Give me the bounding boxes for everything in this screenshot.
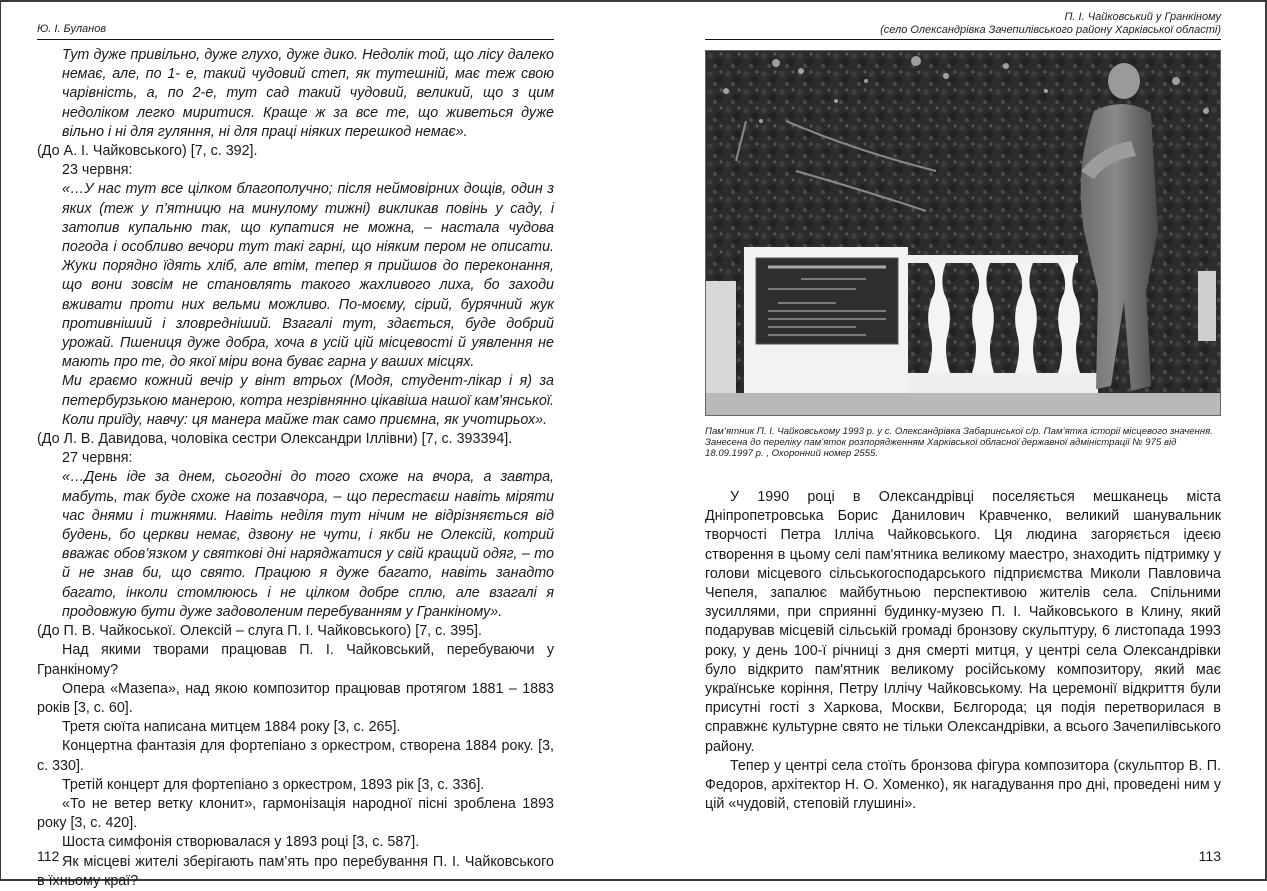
body-paragraph: У 1990 році в Олександрівці поселяється мешканець міста Дніпропетровська Борис Данилович Кравченко, великий шанувальник творчості Петра Ілліча Чайковського. Ця людина загоряється ідеєю створення в цьому селі пам'ятника великому маестро, знаходить підтримку у голови місцевого сільськогосподарського підприємства Миколи Павловича Чепеля, запалює майбутньою перспективою жителів села. Спільними зусиллями, при сприянні будинку-музею П. І. Чайковського в Клину, який подарував місцевій сільській громаді бронзову скульптуру, 6 листопада 1993 року, у день 100-ї річниці з дня смерті митця, у центрі села Олександрівки було відкрито пам'ятник великому російському композитору, який має українське коріння, Петру Іллічу Чайковському. На церемонії відкриття були присутні гості з Харкова, Москви, Бєлгорода; ця подія перетворилася в справжнє культурне свято не тільки Олександрівки, а всього Зачепилівського району. bbox=[705, 489, 1221, 755]
body-paragraph: «То не ветер ветку клонит», гармонізація народної пісні зроблена 1893 року [3, с. 420]. bbox=[37, 795, 554, 832]
balustrade-rail bbox=[908, 255, 1078, 263]
birch-trunk-left bbox=[706, 281, 736, 396]
ground bbox=[706, 393, 1220, 415]
birch-trunk-right bbox=[1198, 271, 1216, 341]
memorial-plaque bbox=[756, 258, 898, 344]
running-head-title: П. І. Чайковський у Гранкіному bbox=[1064, 11, 1221, 23]
right-page-body bbox=[705, 488, 1221, 814]
date-label: 23 червня: bbox=[62, 162, 133, 179]
monument-photo-illustration bbox=[706, 51, 1220, 415]
quote-paragraph: «…У нас тут все цілком благополучно; після неймовірних дощів, один з яких (теж у п’ятницю на минулому тижні) викликав повінь у саду, і затопив купальню так, що купатися не можна, – настала чудова погода і особливо вечори тут такі гарні, що ніяким пером не описати. Жуки порядно їдять хліб, але втім, тепер я прийшов до переконання, що вони зовсім не становлять такого жахливого лиха, бо заходи вживати проти них вельми можливо. По-моєму, сірий, бурячний жук противніший і зловредніший. Взагалі тут, здається, буде добрий урожай. Пшениця дуже добра, хоча в усій цій місцевості й уявлення не мають про те, до якої міри вона буває гарна у ваших місцях. bbox=[62, 181, 554, 371]
body-paragraph: Тепер у центрі села стоїть бронзова фігура композитора (скульптор В. П. Федоров, архітектор Н. О. Хоменко), як нагадування про дні, проведені ним у цій «чудовій, степовій глушині». bbox=[705, 757, 1221, 813]
balustrade-base bbox=[908, 373, 1098, 393]
body-paragraph: Опера «Мазепа», над якою композитор працював протягом 1881 – 1883 років [3, с. 60]. bbox=[37, 680, 554, 716]
quote-paragraph: Ми граємо кожний вечір у вінт втрьох (Модя, студент-лікар і я) за петербурзькою манерою, котра незрівнянно цікавіша нашої кам’янської. Коли приїду, навчу: ця манера майже так само приємна, як учотирьох». bbox=[62, 373, 554, 428]
quote-paragraph: «…День іде за днем, сьогодні до того схоже на вчора, а завтра, мабуть, так буде схоже на позавчора, – що перестаєш навіть міряти час днями і тижнями. Навіть неділя тут нічим не відрізняється від будень, бо церкви немає, дзвону не чути, і якби не Олексій, котрий вважає обов’язком у святкові дні наряджатися у свій кращий одяг, – то й не знав би, що свято. Працюю я дуже багато, навіть занадто багато, інколи стомлююсь і не цілком добре сплю, але взагалі я продовжую бути дуже задоволеним перебуванням у Гранкіному». bbox=[62, 469, 554, 620]
body-paragraph: Як місцеві жителі зберігають пам’ять про перебування П. І. Чайковського в їхньому краї? bbox=[37, 853, 554, 889]
left-page bbox=[37, 0, 554, 889]
monument-photo bbox=[705, 50, 1221, 416]
left-page-body bbox=[37, 46, 554, 891]
running-head-subtitle: (село Олександрівка Зачепилівського району Харківської області) bbox=[880, 23, 1221, 36]
body-paragraph: Шоста симфонія створювалася у 1893 році [3, с. 587]. bbox=[62, 834, 420, 851]
body-paragraph: Над якими творами працював П. І. Чайковський, перебуваючи у Гранкіному? bbox=[37, 642, 554, 678]
quote-paragraph: Тут дуже привільно, дуже глухо, дуже дико. Недолік той, що лісу далеко немає, але, по 1- е, такий чудовий степ, як тутешній, має теж свою чарівність, а, по 2-е, тут сад такий чудовий, великий, що з цим недоліком легко миритися. Краще ж за все те, що живеться дуже вільно і ні для гуляння, ні для праці ніяких перешкод немає». bbox=[62, 47, 554, 140]
citation-line: (До А. І. Чайковського) [7, с. 392]. bbox=[37, 143, 258, 160]
right-page bbox=[705, 0, 1221, 881]
photo-caption: Пам’ятник П. І. Чайковському 1993 р. у с. Олександрівка Забаринської с/р. Пам’ятка історії місцевого значення. Занесена до переліку пам’яток розпорядженням Харківської обласної державної адміністрації № 975 від 18.09.1997 р. , Охоронний номер 2555. bbox=[705, 426, 1213, 460]
citation-line: (До Л. В. Давидова, чоловіка сестри Олександри Іллівни) [7, с. 393394]. bbox=[37, 431, 513, 448]
running-head-left: Ю. І. Буланов bbox=[37, 23, 554, 40]
body-paragraph: Концертна фантазія для фортепіано з оркестром, створена 1884 року. [3, с. 330]. bbox=[37, 738, 554, 774]
running-head-right bbox=[705, 11, 1221, 40]
page-number-right: 113 bbox=[1198, 848, 1221, 864]
body-paragraph: Третя сюїта написана митцем 1884 року [3, с. 265]. bbox=[62, 719, 401, 736]
page-number-left: 112 bbox=[37, 848, 60, 864]
body-paragraph: Третій концерт для фортепіано з оркестром, 1893 рік [3, с. 336]. bbox=[62, 776, 485, 793]
date-label: 27 червня: bbox=[62, 450, 133, 467]
citation-line: (До П. В. Чайкоської. Олексій – слуга П. І. Чайковського) [7, с. 395]. bbox=[37, 623, 482, 640]
